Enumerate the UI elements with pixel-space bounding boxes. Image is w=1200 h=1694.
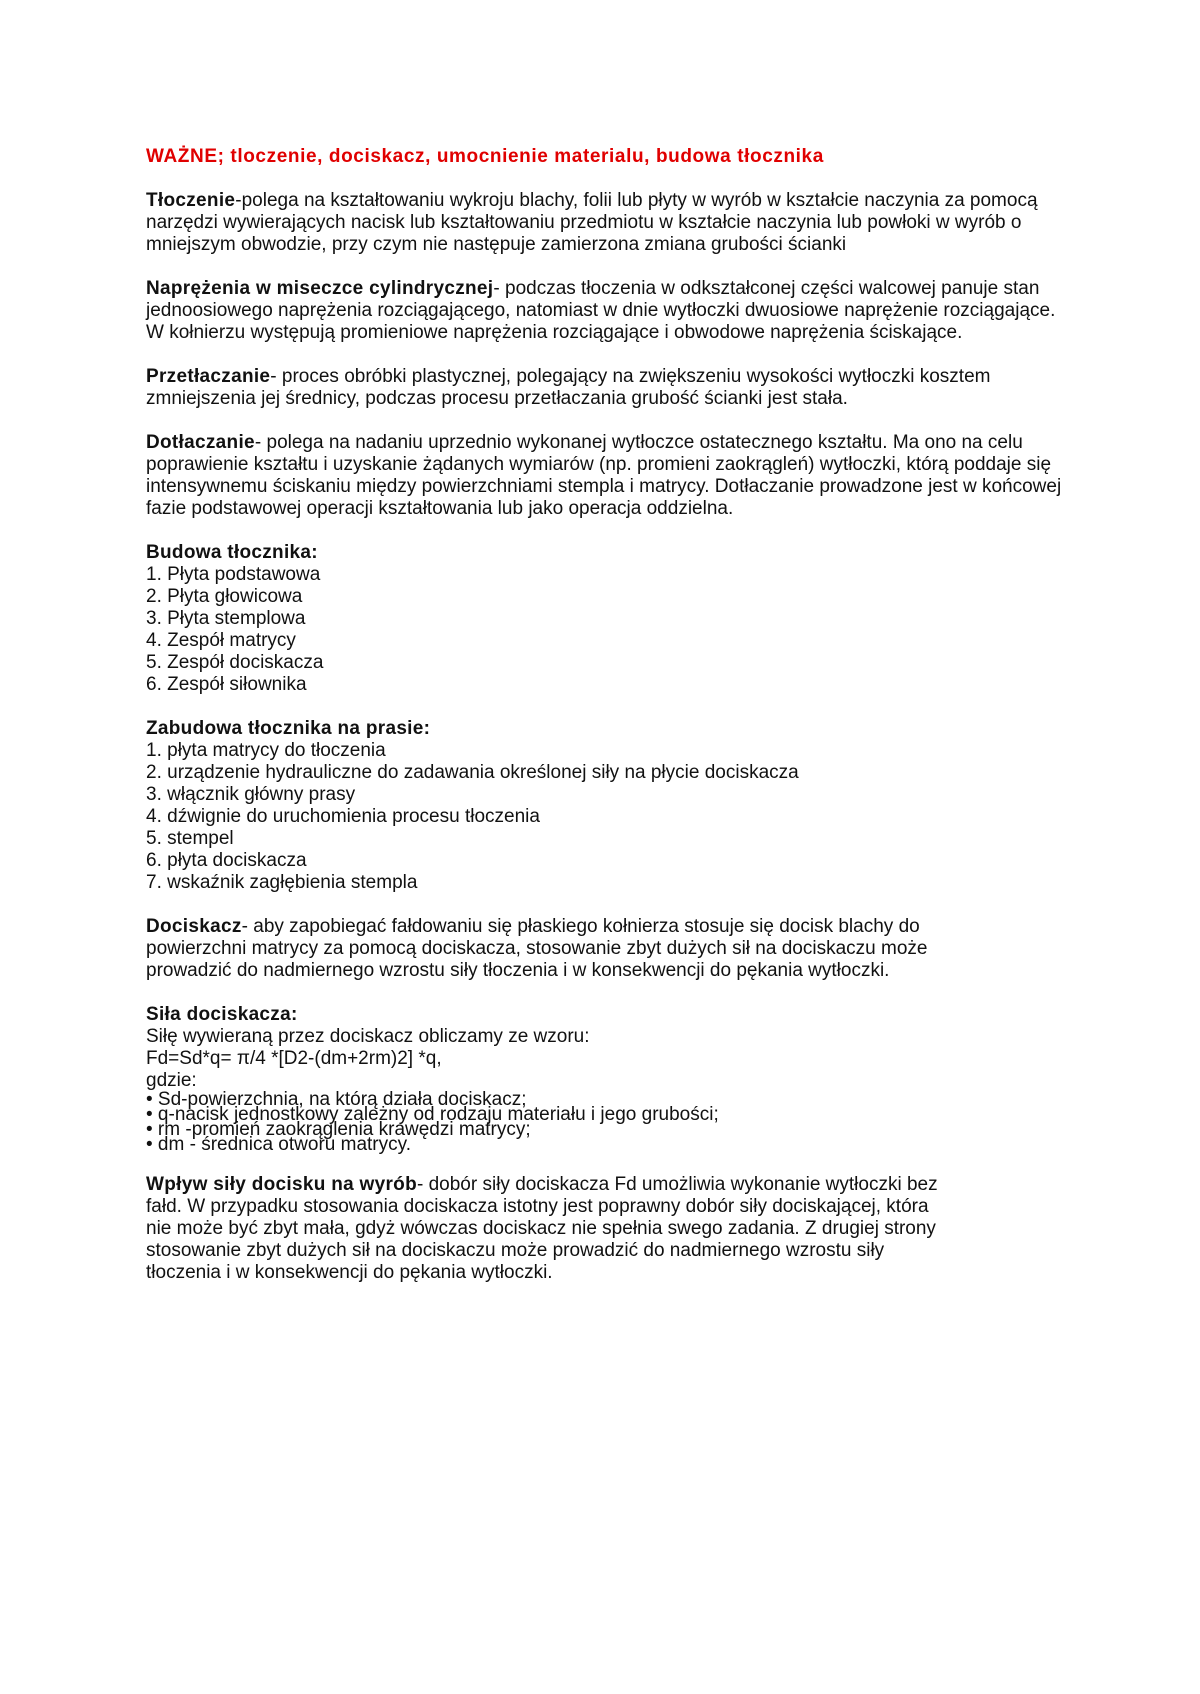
term-wplyw: Wpływ siły docisku na wyrób — [146, 1174, 417, 1195]
list-item: 2. Płyta głowicowa — [146, 586, 303, 607]
term-dotlaczanie: Dotłaczanie — [146, 432, 255, 453]
sila-dociskacza-block — [146, 1004, 1076, 1155]
text-przetlaczanie: - proces obróbki plastycznej, polegający na zwiększeniu wysokości wytłoczki kosztem zmniejszenia jej średnicy, podczas procesu przetłaczania grubość ścianki jest stała. — [146, 366, 991, 409]
sila-bullets — [146, 1089, 1076, 1155]
paragraph-tloczenie — [146, 190, 1076, 256]
list-item: 7. wskaźnik zagłębienia stempla — [146, 872, 418, 893]
sila-formula: Fd=Sd*q= π/4 *[D2-(dm+2rm)2] *q, — [146, 1048, 442, 1069]
paragraph-przetlaczanie — [146, 366, 1076, 410]
term-dociskacz: Dociskacz — [146, 916, 242, 937]
bullet-item: • rm -promień zaokrąglenia krawędzi matrycy; — [146, 1119, 531, 1140]
list-item: 1. płyta matrycy do tłoczenia — [146, 740, 386, 761]
bullet-item: • Sd-powierzchnia, na którą działa dociskacz; — [146, 1089, 527, 1110]
budowa-title: Budowa tłocznika: — [146, 542, 318, 563]
term-tloczenie: Tłoczenie — [146, 190, 236, 211]
paragraph-dotlaczanie — [146, 432, 1076, 520]
list-item: 5. Zespół dociskacza — [146, 652, 324, 673]
list-item: 6. płyta dociskacza — [146, 850, 307, 871]
list-item: 3. włącznik główny prasy — [146, 784, 356, 805]
sila-gdzie: gdzie: — [146, 1070, 197, 1091]
document-page — [146, 146, 1076, 1306]
zabudowa-list — [146, 740, 1076, 894]
list-item: 1. Płyta podstawowa — [146, 564, 321, 585]
paragraph-naprezenia — [146, 278, 1076, 344]
paragraph-wplyw — [146, 1174, 946, 1284]
list-item: 3. Płyta stemplowa — [146, 608, 306, 629]
list-item: 2. urządzenie hydrauliczne do zadawania określonej siły na płycie dociskacza — [146, 762, 799, 783]
text-dotlaczanie: - polega na nadaniu uprzednio wykonanej wytłoczce ostatecznego kształtu. Ma ono na celu poprawienie kształtu i uzyskanie żądanych wymiarów (np. promieni zaokrągleń) wytłoczki, którą poddaje się intensywnemu ściskaniu między powierzchniami stempla i matrycy. Dotłaczanie prowadzone jest w końcowej fazie podstawowej operacji kształtowania lub jako operacja oddzielna. — [146, 432, 1062, 519]
bullet-item: • q-nacisk jednostkowy zależny od rodzaju materiału i jego grubości; — [146, 1104, 719, 1125]
list-item: 6. Zespół siłownika — [146, 674, 307, 695]
list-item: 4. dźwignie do uruchomienia procesu tłoczenia — [146, 806, 540, 827]
text-naprezenia: - podczas tłoczenia w odkształconej części walcowej panuje stan jednoosiowego naprężenia rozciągającego, natomiast w dnie wytłoczki dwuosiowe naprężenie rozciągające. W kołnierzu występują promieniowe naprężenia rozciągające i obwodowe naprężenia ściskające. — [146, 278, 1056, 343]
text-dociskacz: - aby zapobiegać fałdowaniu się płaskiego kołnierza stosuje się docisk blachy do powierzchni matrycy za pomocą dociskacza, stosowanie zbyt dużych sił na dociskaczu może prowadzić do nadmiernego wzrostu siły tłoczenia i w konsekwencji do pękania wytłoczki. — [146, 916, 928, 981]
zabudowa-title: Zabudowa tłocznika na prasie: — [146, 718, 431, 739]
text-tloczenie: -polega na kształtowaniu wykroju blachy, folii lub płyty w wyrób w kształcie naczynia za pomocą narzędzi wywierających nacisk lub kształtowaniu przedmiotu w kształcie naczynia lub powłoki w wyrób o mniejszym obwodzie, przy czym nie następuje zamierzona zmiana grubości ścianki — [146, 190, 1038, 255]
term-naprezenia: Naprężenia w miseczce cylindrycznej — [146, 278, 494, 299]
list-item: 4. Zespół matrycy — [146, 630, 296, 651]
sila-intro: Siłę wywieraną przez dociskacz obliczamy ze wzoru: — [146, 1026, 590, 1047]
bullet-item: • dm - średnica otworu matrycy. — [146, 1134, 411, 1155]
term-przetlaczanie: Przetłaczanie — [146, 366, 271, 387]
sila-title: Siła dociskacza: — [146, 1004, 298, 1025]
budowa-list — [146, 564, 1076, 696]
list-item: 5. stempel — [146, 828, 234, 849]
paragraph-dociskacz — [146, 916, 936, 982]
document-heading: WAŻNE; tloczenie, dociskacz, umocnienie materialu, budowa tłocznika — [146, 146, 824, 167]
text-wplyw: - dobór siły dociskacza Fd umożliwia wykonanie wytłoczki bez fałd. W przypadku stosowania dociskacza istotny jest poprawny dobór siły dociskającej, która nie może być zbyt mała, gdyż wówczas dociskacz nie spełnia swego zadania. Z drugiej strony stosowanie zbyt dużych sił na dociskaczu może prowadzić do nadmiernego wzrostu siły tłoczenia i w konsekwencji do pękania wytłoczki. — [146, 1174, 938, 1283]
